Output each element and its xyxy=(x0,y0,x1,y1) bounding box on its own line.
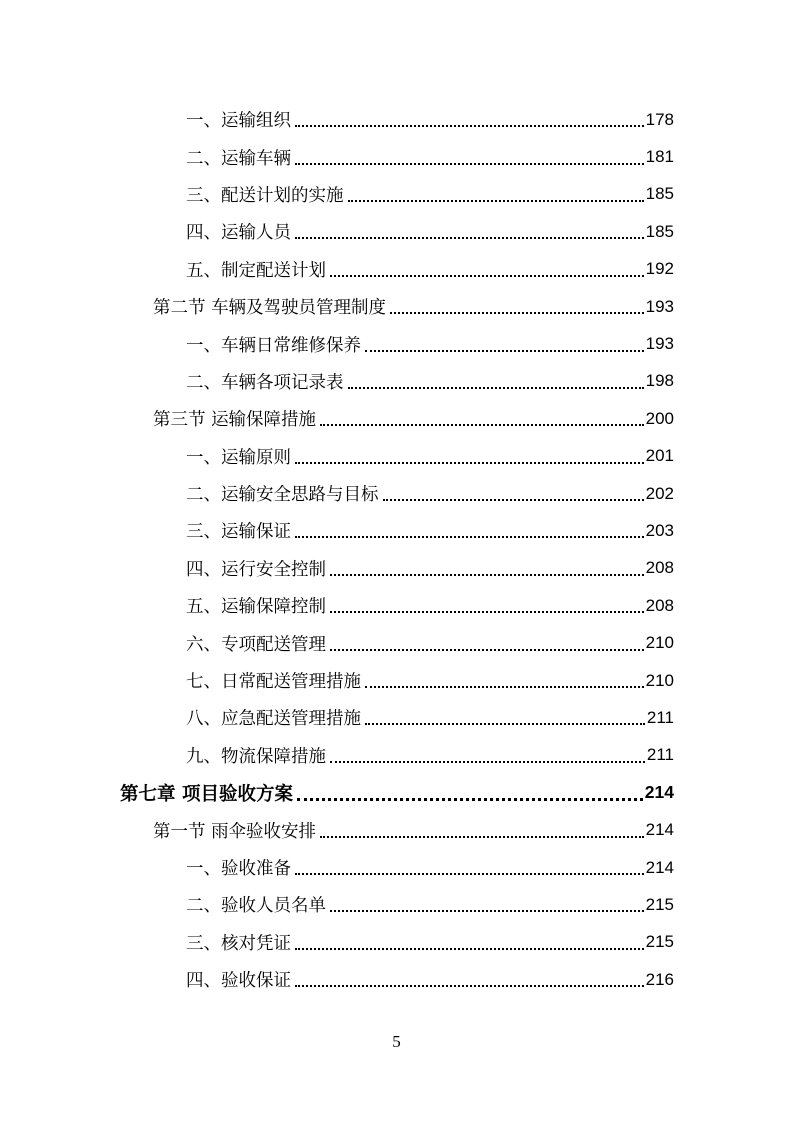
toc-entry-page: 215 xyxy=(645,894,674,914)
toc-section-entry[interactable] xyxy=(0,811,793,848)
toc-entry[interactable] xyxy=(0,251,793,288)
toc-entry[interactable] xyxy=(0,213,793,250)
toc-entry[interactable] xyxy=(0,924,793,961)
toc-entry[interactable] xyxy=(0,101,793,138)
toc-entry-page: 200 xyxy=(645,408,674,428)
toc-entry-page: 216 xyxy=(645,969,674,989)
toc-entry[interactable] xyxy=(0,138,793,175)
toc-entry-page: 181 xyxy=(645,147,674,167)
toc-dot-leader xyxy=(365,349,644,352)
toc-dot-leader xyxy=(330,909,644,912)
toc-entry-page: 178 xyxy=(645,109,674,129)
toc-entry-title: 七、日常配送管理措施 xyxy=(186,672,361,693)
toc-section-entry[interactable] xyxy=(0,288,793,325)
toc-entry-page: 192 xyxy=(645,259,674,279)
toc-entry[interactable] xyxy=(0,512,793,549)
toc-entry-page: 185 xyxy=(645,184,674,204)
toc-dot-leader xyxy=(365,722,645,725)
toc-entry-page: 214 xyxy=(645,820,674,840)
toc-entry-page: 210 xyxy=(645,633,674,653)
toc-entry-title: 四、验收保证 xyxy=(186,971,291,992)
toc-entry-page: 211 xyxy=(646,745,674,765)
toc-entry-page: 215 xyxy=(645,932,674,952)
toc-dot-leader xyxy=(295,236,644,239)
toc-entry-title: 四、运行安全控制 xyxy=(186,559,326,580)
toc-entry[interactable] xyxy=(0,550,793,587)
toc-entry-title: 二、验收人员名单 xyxy=(186,896,326,917)
toc-entry[interactable] xyxy=(0,475,793,512)
toc-entry-page: 208 xyxy=(645,595,674,615)
toc-entry[interactable] xyxy=(0,438,793,475)
toc-dot-leader xyxy=(348,386,644,389)
toc-entry[interactable] xyxy=(0,587,793,624)
toc-entry[interactable] xyxy=(0,849,793,886)
toc-entry-title: 第七章 项目验收方案 xyxy=(120,783,293,805)
toc-entry-title: 二、运输安全思路与目标 xyxy=(186,485,379,506)
toc-chapter-entry[interactable] xyxy=(0,774,793,811)
page-number: 5 xyxy=(392,1032,401,1051)
toc-section-entry[interactable] xyxy=(0,400,793,437)
toc-entry-title: 一、车辆日常维修保养 xyxy=(186,335,361,356)
toc-entry-title: 第二节 车辆及驾驶员管理制度 xyxy=(153,298,387,319)
toc-entry-title: 九、物流保障措施 xyxy=(186,746,326,767)
toc-entry-page: 208 xyxy=(645,558,674,578)
toc-dot-leader xyxy=(390,311,644,314)
toc-entry-title: 二、车辆各项记录表 xyxy=(186,372,344,393)
toc-dot-leader xyxy=(365,685,644,688)
toc-entry-title: 第一节 雨伞验收安排 xyxy=(153,821,317,842)
toc-dot-leader xyxy=(295,162,644,165)
toc-entry-title: 五、运输保障控制 xyxy=(186,597,326,618)
toc-entry-title: 三、配送计划的实施 xyxy=(186,185,344,206)
toc-dot-leader xyxy=(330,760,645,763)
toc-dot-leader xyxy=(330,648,644,651)
toc-entry-title: 三、核对凭证 xyxy=(186,933,291,954)
toc-dot-leader xyxy=(383,498,644,501)
toc-entry-title: 二、运输车辆 xyxy=(186,148,291,169)
toc-dot-leader xyxy=(320,835,644,838)
toc-dot-leader xyxy=(295,461,644,464)
toc-entry-page: 210 xyxy=(645,670,674,690)
toc-entry[interactable] xyxy=(0,624,793,661)
toc-entry-page: 214 xyxy=(644,782,674,803)
toc-dot-leader xyxy=(330,274,644,277)
toc-entry[interactable] xyxy=(0,699,793,736)
toc-entry-page: 211 xyxy=(646,707,674,727)
toc-entry-title: 三、运输保证 xyxy=(186,522,291,543)
toc-dot-leader xyxy=(295,535,644,538)
toc-entry-page: 202 xyxy=(645,483,674,503)
toc-entry-page: 201 xyxy=(645,446,674,466)
toc-dot-leader xyxy=(348,199,644,202)
toc-entry-title: 一、运输原则 xyxy=(186,447,291,468)
toc-entry-title: 一、运输组织 xyxy=(186,111,291,132)
toc-entry-page: 193 xyxy=(645,296,674,316)
toc-entry-title: 五、制定配送计划 xyxy=(186,260,326,281)
toc-entry-title: 第三节 运输保障措施 xyxy=(153,410,317,431)
toc-entry-title: 八、应急配送管理措施 xyxy=(186,709,361,730)
toc-entry[interactable] xyxy=(0,886,793,923)
toc-entry-page: 198 xyxy=(645,371,674,391)
toc-entry[interactable] xyxy=(0,325,793,362)
toc-entry-page: 185 xyxy=(645,221,674,241)
toc-entry-title: 六、专项配送管理 xyxy=(186,634,326,655)
toc-dot-leader xyxy=(295,984,644,987)
toc-entry[interactable] xyxy=(0,737,793,774)
toc-dot-leader xyxy=(295,872,644,875)
toc-entry[interactable] xyxy=(0,961,793,998)
toc-entry[interactable] xyxy=(0,662,793,699)
toc-entry-page: 193 xyxy=(645,334,674,354)
toc-dot-leader xyxy=(330,573,644,576)
toc-entry[interactable] xyxy=(0,363,793,400)
toc-dot-leader xyxy=(295,947,644,950)
toc-entry[interactable] xyxy=(0,176,793,213)
toc-entry-title: 一、验收准备 xyxy=(186,859,291,879)
toc-dot-leader xyxy=(330,610,644,613)
toc-dot-leader xyxy=(297,797,643,801)
toc-dot-leader xyxy=(295,124,644,127)
toc-entry-title: 四、运输人员 xyxy=(186,223,291,244)
toc-dot-leader xyxy=(320,423,644,426)
toc-entry-page: 214 xyxy=(645,857,674,877)
table-of-contents xyxy=(0,101,793,998)
toc-entry-page: 203 xyxy=(645,520,674,540)
